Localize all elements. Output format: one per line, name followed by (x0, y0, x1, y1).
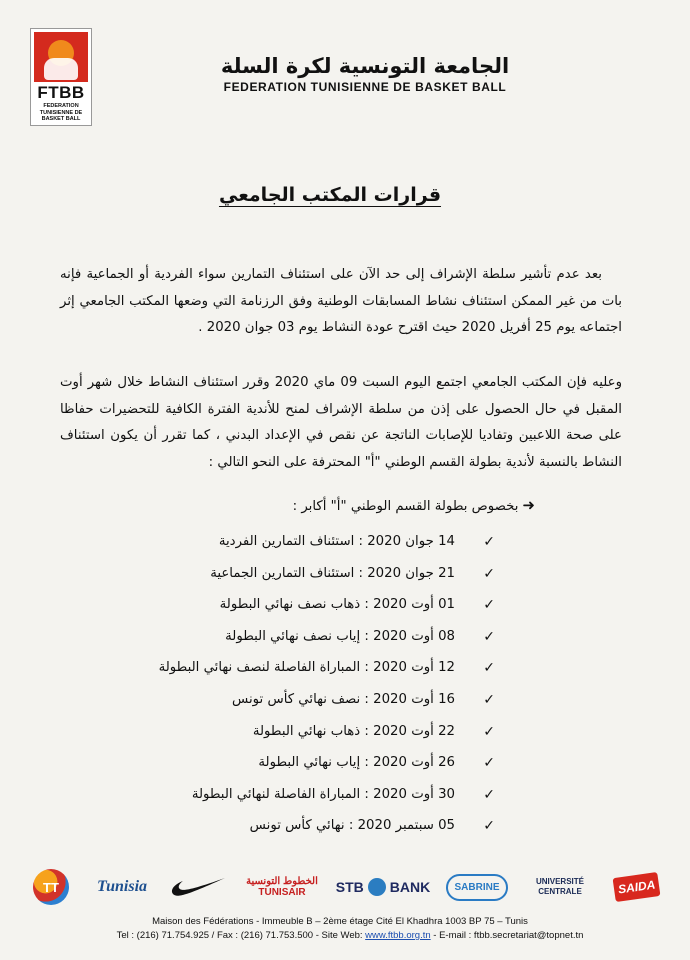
list-item: ✓ 14 جوان 2020 : استئناف التمارين الفردية (150, 528, 495, 560)
check-icon: ✓ (483, 534, 495, 550)
schedule-event: إياب نهائي البطولة (258, 755, 361, 771)
sponsor-universite-centrale (512, 868, 608, 906)
schedule-event: المباراة الفاصلة لنهائي البطولة (191, 786, 361, 802)
paragraph-1: بعد عدم تأشير سلطة الإشراف إلى حد الآن على استئناف التمارين سواء الفردية أو الجماعية فإنه بات من غير الممكن استئناف نشاط المسابقات الوطنية وفق الرزنامة التي وضعها المكتب الجامعي إثر اجتماعه يوم 25 أفريل 2020 حيث اقترح عودة النشاط يوم 03 جوان 2020 . (60, 267, 622, 335)
website-link[interactable]: www.ftbb.org.tn (365, 930, 431, 941)
check-icon: ✓ (483, 597, 495, 614)
schedule-event: استئناف التمارين الجماعية (210, 565, 355, 581)
schedule-event: ذهاب نهائي البطولة (252, 723, 361, 739)
list-item: ✓ 16 أوت 2020 : نصف نهائي كأس تونس (150, 686, 495, 718)
sponsor-sabrine (444, 868, 510, 906)
check-icon: ✓ (483, 628, 495, 645)
list-item: ✓ 05 سبتمبر 2020 : نهائي كأس تونس (150, 812, 495, 844)
schedule-event: ذهاب نصف نهائي البطولة (219, 597, 361, 613)
logo-subtitle: FEDERATION TUNISIENNE DE BASKET BALL (39, 103, 83, 122)
section-heading-text: بخصوص بطولة القسم الوطني "أ" أكابر : (292, 499, 519, 514)
tunisair-arabic: الخطوط التونسية (246, 876, 318, 887)
organization-name-french: FEDERATION TUNISIENNE DE BASKET BALL (223, 80, 507, 94)
arrow-left-icon: ➜ (522, 496, 535, 514)
nike-swoosh-icon (171, 876, 227, 898)
tt-logo-icon: TT (33, 869, 69, 905)
schedule-event: نصف نهائي كأس تونس (232, 691, 361, 707)
footer-email: - E-mail : ftbb.secretariat@topnet.tn (430, 930, 584, 941)
tunisair-latin: TUNISAIR (258, 887, 306, 898)
logo-emblem (34, 32, 88, 82)
check-icon: ✓ (483, 565, 495, 582)
centrale-line2: CENTRALE (538, 887, 582, 896)
list-item: ✓ 30 أوت 2020 : المباراة الفاصلة لنهائي البطولة (150, 781, 495, 813)
sponsor-logos (28, 868, 662, 908)
check-icon: ✓ (483, 818, 495, 835)
schedule-date: 14 جوان 2020 (367, 534, 455, 549)
sponsor-stb-bank (330, 868, 436, 906)
sponsor-nike (168, 868, 230, 906)
paragraph-2: وعليه فإن المكتب الجامعي اجتمع اليوم السبت 09 ماي 2020 وقرر استئناف النشاط خلال شهر أوت المقبل في حال الحصول على إذن من سلطة الإشراف لمنح للأندية الفترة الكافية للتحضيرات حفاظا على صحة اللاعبين وتفاديا للإصابات الناتجة عن نقص في الإعداد البدني ، كما تقرر أن يكون استئناف النشاط بالنسبة لأندية بطولة القسم الوطني "أ" المحترفة على النحو التالي : (60, 375, 622, 470)
check-icon: ✓ (483, 723, 495, 740)
footer-contact (40, 930, 660, 941)
schedule-event: المباراة الفاصلة لنصف نهائي البطولة (158, 660, 361, 676)
list-item: ✓ 22 أوت 2020 : ذهاب نهائي البطولة (150, 718, 495, 750)
bank-text: BANK (389, 879, 431, 895)
schedule-event: إياب نصف نهائي البطولة (225, 628, 361, 644)
saida-logo: SAIDA (613, 872, 661, 902)
sponsor-tunisie-telecom (28, 868, 74, 906)
list-item: ✓ 21 جوان 2020 : استئناف التمارين الجماعية (150, 560, 495, 592)
sponsor-tunisia: Tunisia (96, 878, 148, 895)
schedule-date: 26 أوت 2020 (373, 755, 455, 771)
schedule-event: استئناف التمارين الفردية (218, 534, 355, 549)
organization-name-arabic: الجامعة التونسية لكرة السلة (220, 54, 510, 78)
schedule-date: 08 أوت 2020 (373, 628, 455, 644)
schedule-date: 16 أوت 2020 (373, 691, 455, 707)
ftbb-logo (30, 28, 92, 126)
hands-icon (44, 58, 78, 80)
stb-text: STB (335, 879, 364, 895)
stb-emblem-icon (368, 878, 386, 896)
schedule-event: نهائي كأس تونس (249, 818, 345, 834)
footer-address: Maison des Fédérations - Immeuble B – 2ème étage Cité El Khadhra 1003 BP 75 – Tunis (152, 916, 528, 927)
schedule-date: 12 أوت 2020 (373, 660, 455, 676)
schedule-date: 21 جوان 2020 (367, 565, 455, 581)
list-item: ✓ 12 أوت 2020 : المباراة الفاصلة لنصف نهائي البطولة (150, 654, 495, 686)
check-icon: ✓ (483, 786, 495, 803)
sponsor-tunisair (232, 868, 332, 906)
sabrine-logo: SABRINE (446, 874, 507, 901)
schedule-date: 01 أوت 2020 (373, 597, 455, 613)
logo-abbreviation: FTBB (37, 83, 85, 102)
schedule-date: 22 أوت 2020 (373, 723, 455, 739)
centrale-line1: UNIVERSITÉ (535, 877, 584, 886)
section-heading (200, 496, 535, 514)
sponsor-saida (612, 868, 662, 906)
schedule-list (150, 528, 495, 844)
list-item: ✓ 01 أوت 2020 : ذهاب نصف نهائي البطولة (150, 591, 495, 623)
list-item: ✓ 08 أوت 2020 : إياب نصف نهائي البطولة (150, 623, 495, 655)
document-title: قرارات المكتب الجامعي (218, 184, 442, 206)
check-icon: ✓ (483, 660, 495, 677)
footer-phone-fax: Tel : (216) 71.754.925 / Fax : (216) 71.753.500 - Site Web: (116, 930, 366, 941)
schedule-date: 05 سبتمبر 2020 (357, 818, 455, 834)
list-item: ✓ 26 أوت 2020 : إياب نهائي البطولة (150, 749, 495, 781)
check-icon: ✓ (483, 755, 495, 772)
check-icon: ✓ (483, 691, 495, 708)
schedule-date: 30 أوت 2020 (373, 786, 455, 802)
